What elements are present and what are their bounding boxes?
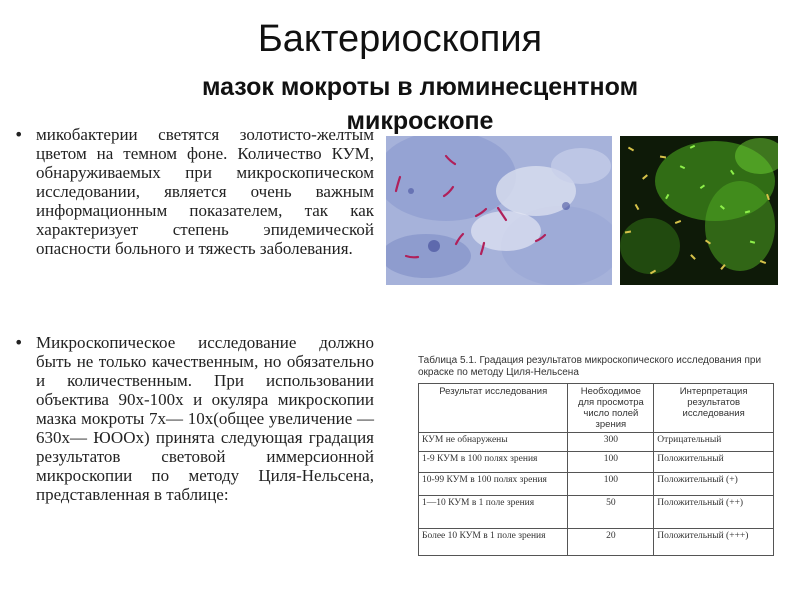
table-cell: Положительный (+) [654,473,774,496]
table-cell: 100 [568,473,654,496]
table-cell: Положительный (++) [654,496,774,529]
table-cell: 10-99 КУМ в 100 полях зрения [419,473,568,496]
fluorescence-smear-image [620,136,778,285]
slide-title: Бактериоскопия [257,18,543,60]
table-row [419,473,774,496]
stained-smear-illustration [386,136,612,285]
table-cell: Отрицательный [654,433,774,452]
gradation-table [418,383,774,556]
table-cell: 1-9 КУМ в 100 полях зрения [419,452,568,473]
slide-subtitle: мазок мокроты в люминесцентном микроскопе [201,73,639,135]
table-cell: 300 [568,433,654,452]
gradation-table-block [418,355,778,556]
table-cell: 100 [568,452,654,473]
column-header: Результат исследования [419,384,568,433]
table-cell: Более 10 КУМ в 1 поле зрения [419,529,568,556]
paragraph-text: микобактерии светятся золотисто-желтым цветом на темном фоне. Количество КУМ, обнаруживаемых при микроскопическом исследовании, является очень важным информационным показателем, так как характеризует степень эпидемической опасности больного и тяжесть заболевания. [36,125,374,258]
table-cell: 1—10 КУМ в 1 поле зрения [419,496,568,529]
table-cell: 50 [568,496,654,529]
table-row [419,496,774,529]
table-cell: 20 [568,529,654,556]
paragraph-luminescence [14,125,374,258]
table-cell: КУМ не обнаружены [419,433,568,452]
table-row [419,433,774,452]
table-header-row [419,384,774,433]
column-header: Интерпретация результатов исследования [654,384,774,433]
table-caption: Таблица 5.1. Градация результатов микроскопического исследования при окраске по методу Циля-Нельсена [418,355,762,378]
paragraph-quantitative [14,333,374,504]
paragraph-text: Микроскопическое исследование должно быть не только качественным, но обязательно и количественным. При использовании объектива 90х-100х и окуляра микроскопии мазка мокроты 7х— 10х(общее увеличение — 630х— ЮООх) принята следующая градация результатов световой иммерсионной микроскопии по методу Циля-Нельсена, представленная в таблице: [36,333,374,504]
column-header: Необходимое для просмотра число полей зрения [568,384,654,433]
bullet-icon: • [14,333,24,352]
fluorescent-smear-illustration [620,136,778,285]
table-cell: Положительный (+++) [654,529,774,556]
bullet-icon: • [14,125,24,144]
table-row [419,452,774,473]
ziehl-neelsen-smear-image [386,136,612,285]
table-row [419,529,774,556]
table-cell: Положительный [654,452,774,473]
